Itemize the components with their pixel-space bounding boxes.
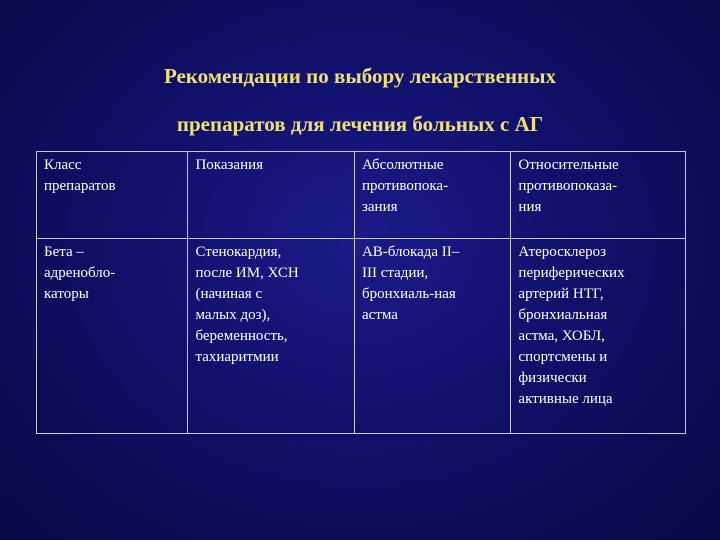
header-text-line: зания: [361, 199, 398, 215]
header-text-line: противопока-: [361, 178, 449, 194]
slide-title-line-1: Рекомендации по выбору лекарственных: [163, 64, 557, 88]
cell-text-line: АВ-блокада II–: [361, 244, 460, 260]
header-text-line: препаратов: [44, 178, 116, 194]
header-text-line: ния: [518, 199, 542, 215]
cell-relative-contraindications: [511, 239, 686, 434]
header-text-line: Относительные: [518, 157, 619, 173]
recommendations-table: [36, 151, 686, 434]
cell-drug-class: [37, 239, 188, 434]
cell-text-line: каторы: [44, 286, 89, 302]
cell-text-line: астма, ХОБЛ,: [518, 328, 605, 344]
cell-text-line: Бета –: [44, 244, 84, 260]
header-absolute-contraindications: [354, 152, 510, 239]
header-text-line: Абсолютные: [361, 157, 444, 173]
cell-text-line: спортсмены и: [518, 349, 608, 365]
cell-text-line: беременность,: [195, 328, 288, 344]
cell-text-line: Стенокардия,: [195, 244, 282, 260]
cell-text-line: бронхиальная: [518, 307, 608, 323]
cell-indications: [188, 239, 355, 434]
slide-title: [0, 52, 720, 148]
cell-text-line: периферических: [518, 265, 625, 281]
table-header-row: [37, 152, 686, 239]
header-indications: [188, 152, 355, 239]
cell-text-line: малых доз),: [195, 307, 271, 323]
cell-text-line: III стадии,: [361, 265, 429, 281]
cell-text-line: Атеросклероз: [518, 244, 607, 260]
cell-text-line: тахиаритмии: [195, 349, 279, 365]
header-text-line: Показания: [195, 157, 264, 173]
header-text-line: Класс: [44, 157, 82, 173]
cell-text-line: адренобло-: [44, 265, 116, 281]
cell-text-line: физически: [518, 370, 587, 386]
header-drug-class: [37, 152, 188, 239]
cell-text-line: астма: [361, 307, 398, 323]
cell-text-line: бронхиаль-ная: [361, 286, 456, 302]
cell-text-line: после ИМ, ХСН: [195, 265, 299, 281]
table-row: [37, 239, 686, 434]
cell-text-line: активные лица: [518, 391, 613, 407]
header-text-line: противопоказа-: [518, 178, 618, 194]
slide-title-line-2: препаратов для лечения больных с АГ: [176, 112, 544, 136]
cell-text-line: артерий НТГ,: [518, 286, 604, 302]
cell-text-line: (начиная с: [195, 286, 263, 302]
cell-absolute-contraindications: [354, 239, 510, 434]
header-relative-contraindications: [511, 152, 686, 239]
